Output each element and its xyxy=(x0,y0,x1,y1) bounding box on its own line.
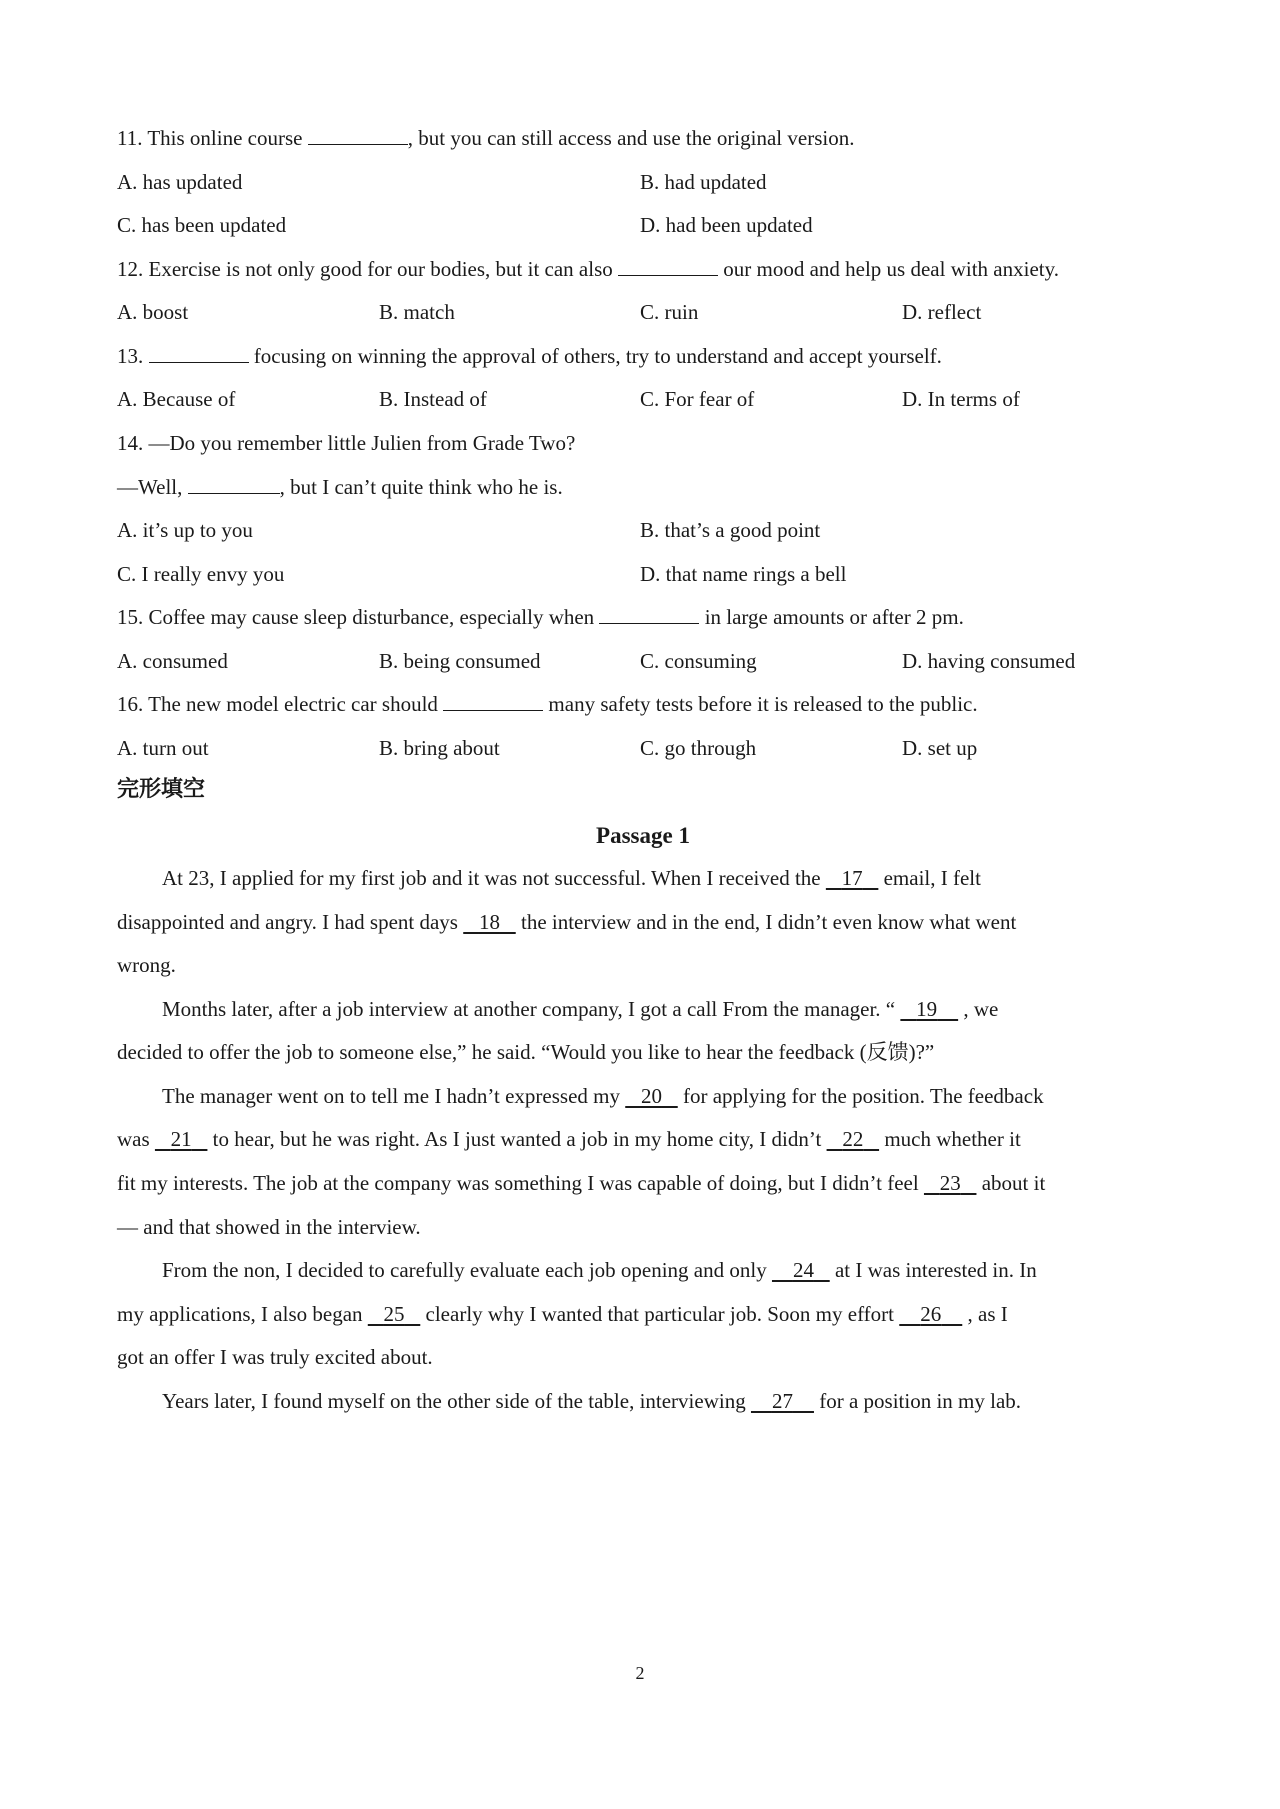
option-d: D. set up xyxy=(902,736,978,760)
cloze-blank-17 xyxy=(826,864,879,892)
option-d: D. had been updated xyxy=(640,213,813,237)
cloze-blank-20 xyxy=(625,1082,678,1110)
cloze-number: 23 xyxy=(939,1171,961,1195)
cloze-blank-24 xyxy=(772,1256,830,1284)
option-b: B. that’s a good point xyxy=(640,518,821,542)
passage-text: From the non, I decided to carefully evaluate each job opening and only xyxy=(162,1258,772,1282)
option-b: B. being consumed xyxy=(379,649,541,673)
cloze-blank-27 xyxy=(751,1387,814,1415)
stem-text: many safety tests before it is released to the public. xyxy=(543,692,978,716)
option-b: B. bring about xyxy=(379,736,500,760)
question-15-stem xyxy=(117,603,964,631)
question-11-stem xyxy=(117,124,854,152)
cloze-blank-23 xyxy=(924,1169,977,1197)
option-c: C. consuming xyxy=(640,649,757,673)
page-number: 2 xyxy=(635,1663,645,1683)
question-14-stem: 14. —Do you remember little Julien from Grade Two? xyxy=(117,431,576,455)
question-12-stem xyxy=(117,255,1059,283)
answer-blank xyxy=(149,342,249,363)
cloze-number: 26 xyxy=(920,1302,942,1326)
passage-text: my applications, I also began xyxy=(117,1302,368,1326)
option-a: A. consumed xyxy=(117,649,228,673)
answer-blank xyxy=(599,603,699,624)
cloze-number: 20 xyxy=(640,1084,662,1108)
passage-text: email, I felt xyxy=(878,866,981,890)
cloze-blank-18 xyxy=(463,908,516,936)
stem-text: 11. This online course xyxy=(117,126,308,150)
option-b: B. match xyxy=(379,300,455,324)
passage-line: got an offer I was truly excited about. xyxy=(117,1345,433,1369)
option-d: D. In terms of xyxy=(902,387,1020,411)
passage-line: wrong. xyxy=(117,953,176,977)
cloze-number: 27 xyxy=(771,1389,793,1413)
option-d: D. reflect xyxy=(902,300,982,324)
option-a: A. boost xyxy=(117,300,189,324)
passage-line xyxy=(117,1300,1008,1328)
passage-line xyxy=(162,995,998,1023)
passage-text: At 23, I applied for my first job and it was not successful. When I received the xyxy=(162,866,826,890)
passage-text: to hear, but he was right. As I just wanted a job in my home city, I didn’t xyxy=(207,1127,827,1151)
passage-line xyxy=(162,1387,1021,1415)
stem-text: 16. The new model electric car should xyxy=(117,692,444,716)
question-13-stem xyxy=(117,342,942,370)
passage-line xyxy=(117,1169,1045,1197)
cloze-blank-26 xyxy=(899,1300,962,1328)
option-a: A. Because of xyxy=(117,387,236,411)
passage-text: was xyxy=(117,1127,155,1151)
stem-text: , but I can’t quite think who he is. xyxy=(279,475,563,499)
option-c: C. has been updated xyxy=(117,213,287,237)
question-16-stem xyxy=(117,690,978,718)
passage-line xyxy=(117,908,1016,936)
option-b: B. had updated xyxy=(640,170,767,194)
passage-text: disappointed and angry. I had spent days xyxy=(117,910,464,934)
cloze-blank-19 xyxy=(900,995,958,1023)
passage-line: — and that showed in the interview. xyxy=(117,1215,421,1239)
answer-blank xyxy=(188,473,280,494)
stem-text: 15. Coffee may cause sleep disturbance, especially when xyxy=(117,605,600,629)
cloze-blank-22 xyxy=(827,1125,880,1153)
option-c: C. ruin xyxy=(640,300,699,324)
option-a: A. turn out xyxy=(117,736,209,760)
option-b: B. Instead of xyxy=(379,387,487,411)
option-a: A. it’s up to you xyxy=(117,518,253,542)
cloze-number: 19 xyxy=(916,997,938,1021)
passage-text: about it xyxy=(976,1171,1046,1195)
stem-text: our mood and help us deal with anxiety. xyxy=(718,257,1059,281)
passage-text: , as I xyxy=(962,1302,1008,1326)
passage-text: Years later, I found myself on the other side of the table, interviewing xyxy=(162,1389,751,1413)
cloze-number: 22 xyxy=(842,1127,864,1151)
answer-blank xyxy=(618,255,718,276)
cloze-number: 17 xyxy=(841,866,863,890)
passage-line xyxy=(162,1082,1044,1110)
cloze-number: 18 xyxy=(478,910,500,934)
passage-line: decided to offer the job to someone else,” he said. “Would you like to hear the feedback (反馈)?” xyxy=(117,1040,935,1064)
option-a: A. has updated xyxy=(117,170,243,194)
stem-text: 13. xyxy=(117,344,149,368)
stem-text: in large amounts or after 2 pm. xyxy=(699,605,964,629)
passage-line xyxy=(162,864,981,892)
passage-text: for applying for the position. The feedback xyxy=(677,1084,1044,1108)
cloze-number: 25 xyxy=(383,1302,405,1326)
stem-text: , but you can still access and use the original version. xyxy=(407,126,855,150)
passage-title: Passage 1 xyxy=(596,823,690,848)
passage-line xyxy=(117,1125,1021,1153)
passage-text: The manager went on to tell me I hadn’t expressed my xyxy=(162,1084,626,1108)
option-c: C. go through xyxy=(640,736,757,760)
option-c: C. For fear of xyxy=(640,387,755,411)
passage-text: at I was interested in. In xyxy=(829,1258,1037,1282)
cloze-number: 21 xyxy=(170,1127,192,1151)
question-14-reply xyxy=(117,473,563,501)
answer-blank xyxy=(308,124,408,145)
cloze-blank-25 xyxy=(368,1300,421,1328)
answer-blank xyxy=(443,690,543,711)
option-c: C. I really envy you xyxy=(117,562,285,586)
cloze-blank-21 xyxy=(155,1125,208,1153)
section-title: 完形填空 xyxy=(117,777,206,802)
passage-text: the interview and in the end, I didn’t even know what went xyxy=(515,910,1017,934)
passage-text: Months later, after a job interview at another company, I got a call From the manager. “ xyxy=(162,997,901,1021)
passage-text: clearly why I wanted that particular job. Soon my effort xyxy=(420,1302,900,1326)
passage-text: for a position in my lab. xyxy=(813,1389,1022,1413)
stem-text: 12. Exercise is not only good for our bodies, but it can also xyxy=(117,257,618,281)
passage-text: much whether it xyxy=(879,1127,1021,1151)
passage-text: , we xyxy=(958,997,999,1021)
option-d: D. that name rings a bell xyxy=(640,562,847,586)
passage-text: fit my interests. The job at the company was something I was capable of doing, but I didn’t feel xyxy=(117,1171,924,1195)
option-d: D. having consumed xyxy=(902,649,1076,673)
stem-text: —Well, xyxy=(117,475,188,499)
cloze-number: 24 xyxy=(792,1258,814,1282)
stem-text: focusing on winning the approval of others, try to understand and accept yourself. xyxy=(248,344,942,368)
passage-line xyxy=(162,1256,1037,1284)
